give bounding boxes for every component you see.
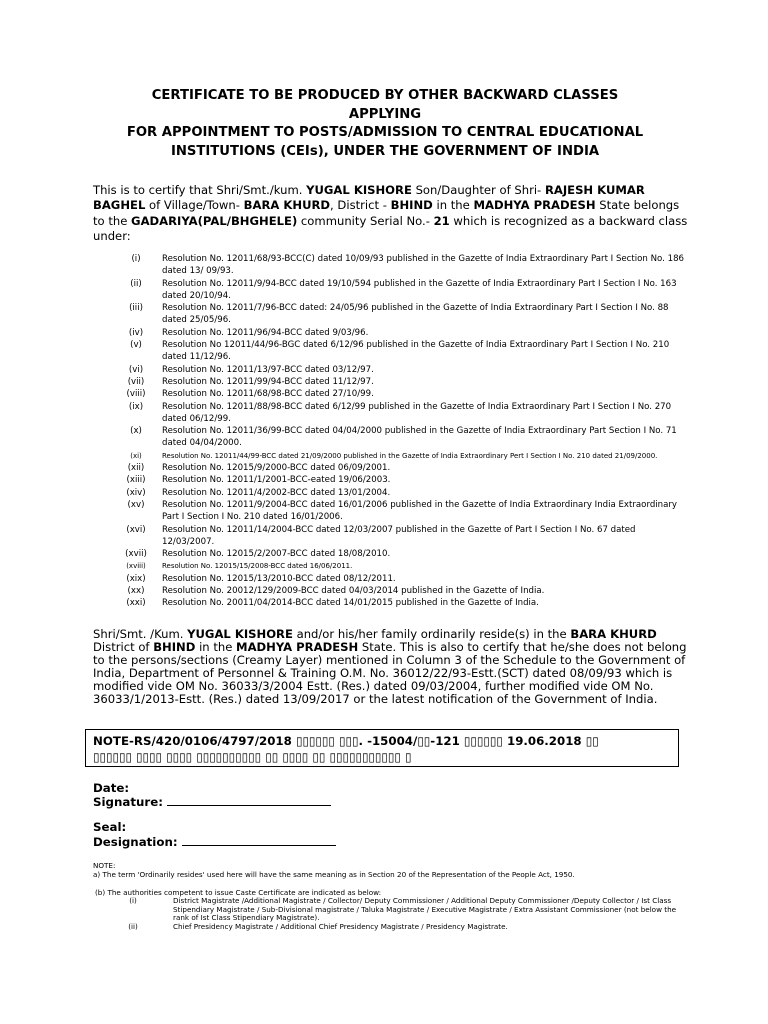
authority-text: District Magistrate /Additional Magistrate / Collector/ Deputy Commissioner / Additional Deputy Commissioner /Deputy Collector / Ist Class Stipendiary Magistrate / Sub-Divisional magistrate / Taluka Magistrate / Executive Magistrate / Extra Assistant Commissioner (not below the rank of Ist Class Stipendiary Magistrate). [173, 896, 677, 923]
resolution-number: (xix) [126, 573, 146, 584]
resolution-item [110, 278, 690, 303]
footnote-authority-list [93, 897, 693, 931]
resolution-item [110, 376, 690, 388]
intro-text: , District - [330, 198, 391, 213]
resolution-number: (vii) [127, 376, 145, 387]
resolution-item [110, 573, 690, 585]
resolution-number: (viii) [126, 389, 146, 400]
date-label: Date: [93, 781, 130, 795]
title-line-1: CERTIFICATE TO BE PRODUCED BY OTHER BACKWARD CLASSES [151, 88, 619, 103]
resolution-text: Resolution No. 12011/36/99-BCC dated 04/04/2000 published in the Gazette of India Extraordinary Part Section I No. 71 dated 04/04/2000. [162, 426, 677, 449]
applicant-name: YUGAL KISHORE [306, 183, 412, 197]
resolution-text: Resolution No. 12015/2/2007-BCC dated 18/08/2010. [162, 549, 391, 560]
resolution-text: Resolution No. 12011/68/98-BCC dated 27/10/99. [162, 389, 374, 400]
footnote-note-label: NOTE: [93, 861, 116, 870]
resolution-item [110, 548, 690, 560]
resolution-text: Resolution No. 12011/1/2001-BCC-eated 19/06/2003. [162, 475, 391, 486]
para-text: and/or his/her family ordinarily reside(s) in the [292, 627, 571, 641]
intro-text: community Serial No.- [297, 213, 434, 228]
resolution-number: (i) [131, 254, 141, 264]
certificate-title [80, 87, 690, 161]
state-name: MADHYA PRADESH [236, 639, 359, 654]
authority-number: (ii) [128, 921, 138, 931]
resolution-text: Resolution No. 12011/44/99-BCC dated 21/09/2000 published in the Gazette of India Extraordinary Pert I Section I No. 210 dated 21/09/2000. [162, 451, 658, 460]
note-line-2: ▯▯▯▯▯▯ ▯▯▯▯ ▯▯▯▯ ▯▯▯▯▯▯▯▯▯▯ ▯▯ ▯▯▯▯ ▯▯ ▯▯▯▯▯▯▯▯▯▯▯ ▯ [93, 750, 412, 764]
resolution-number: (v) [130, 340, 142, 351]
resolution-number: (vi) [128, 364, 144, 375]
resolution-text: Resolution No. 12015/13/2010-BCC dated 08/12/2011. [162, 573, 396, 584]
designation-field [93, 835, 336, 849]
resolution-item [110, 474, 690, 486]
resolution-text: Resolution No. 20011/04/2014-BCC dated 14/01/2015 published in the Gazette of India. [162, 598, 539, 609]
village-name: BARA KHURD [570, 627, 657, 641]
resolution-number: (ii) [130, 278, 142, 289]
title-line-3: FOR APPOINTMENT TO POSTS/ADMISSION TO CENTRAL EDUCATIONAL [126, 125, 644, 140]
note-box [85, 729, 679, 767]
resolution-item [110, 425, 690, 450]
authority-item [93, 897, 693, 923]
resolution-text: Resolution No. 12011/14/2004-BCC dated 12/03/2007 published in the Gazette of Part I Section I No. 67 dated 12/03/2007. [162, 524, 636, 547]
resolution-text: Resolution No. 20012/129/2009-BCC dated 04/03/2014 published in the Gazette of India. [162, 586, 545, 597]
title-line-4: INSTITUTIONS (CEIs), UNDER THE GOVERNMENT OF INDIA [170, 143, 600, 159]
district-name: BHIND [390, 198, 433, 213]
resolution-text: Resolution No. 12015/9/2000-BCC dated 06/09/2001. [162, 463, 391, 474]
resolution-item [110, 499, 690, 524]
resolution-item [110, 253, 690, 278]
resolution-number: (xxi) [126, 598, 146, 609]
resolution-text: Resolution No. 12011/4/2002-BCC dated 13/01/2004. [162, 487, 391, 498]
resolution-item [110, 462, 690, 474]
resolution-number: (xviii) [126, 562, 146, 571]
resolution-number: (iii) [129, 303, 143, 314]
resolution-number: (xvii) [125, 549, 147, 560]
resolution-number: (xv) [127, 499, 145, 510]
resolution-text: Resolution No. 12011/96/94-BCC dated 9/03/96. [162, 327, 369, 338]
resolution-text: Resolution No. 12011/9/94-BCC dated 19/10/594 published in the Gazette of India Extraordinary Part I Section I No. 163 dated 20/10/94. [162, 278, 677, 301]
signature-line [167, 795, 331, 806]
resolution-text: Resolution No. 12011/99/94-BCC dated 11/12/97. [162, 376, 374, 387]
resolution-text: Resolution No. 12011/88/98-BCC dated 6/12/99 published in the Gazette of India Extraordinary Part I Section I No. 270 dated 06/12/99. [162, 401, 672, 424]
seal-label: Seal: [93, 820, 127, 834]
signature-label: Signature: [93, 795, 168, 809]
title-line-2: APPLYING [348, 106, 422, 122]
resolution-number: (x) [130, 426, 142, 437]
resolution-number: (xiii) [126, 475, 146, 486]
intro-text: State belongs to the [93, 198, 680, 228]
resolution-number: (xvi) [126, 524, 146, 535]
resolution-item [110, 364, 690, 376]
resolution-item [110, 302, 690, 327]
intro-text: in the [432, 198, 474, 213]
resolution-number: (iv) [128, 327, 144, 338]
resolution-text: Resolution No. 12011/13/97-BCC dated 03/12/97. [162, 364, 374, 375]
date-field [93, 781, 129, 795]
para-text: State. This is also to certify that he/she does not belong to the persons/sections (Creamy Layer) mentioned in Column 3 of the Schedule to the Government of India, Department of Personnel & Training O.M. No. 36012/22/93-Estt.(SCT) dated 08/09/93 which is modified vide OM No. 36033/3/2004 Estt. (Res.) dated 09/03/2004, further modified vide OM No. 36033/1/2013-Estt. (Res.) dated 13/09/2017 or the latest notification of the Government of India. [93, 639, 687, 706]
resolution-item [110, 450, 690, 462]
designation-label: Designation: [93, 835, 182, 849]
note-line-1: NOTE-RS/420/0106/4797/2018 ▯▯▯▯▯▯ ▯▯▯. -15004/▯▯-121 ▯▯▯▯▯▯ 19.06.2018 ▯▯ [93, 734, 599, 748]
para-text: in the [195, 639, 237, 654]
authority-item [93, 923, 693, 932]
footnote-a: a) The term 'Ordinarily resides' used here will have the same meaning as in Section 20 of the Representation of the People Act, 1950. [93, 870, 575, 879]
authority-number: (i) [129, 896, 137, 905]
resolution-list [110, 253, 690, 610]
residence-paragraph [93, 628, 693, 705]
resolution-number: (xiv) [126, 487, 146, 498]
resolution-item [110, 388, 690, 400]
resolution-item [110, 339, 690, 364]
para-text: District of [93, 639, 154, 654]
resolution-item [110, 401, 690, 426]
para-text: Shri/Smt. /Kum. [93, 627, 188, 641]
footnote-b: (b) The authorities competent to issue Caste Certificate are indicated as below: [95, 888, 382, 897]
resolution-text: Resolution No 12011/44/96-BGC dated 6/12/96 published in the Gazette of India Extraordinary Part I Section I No. 210 dated 11/12/96. [162, 340, 670, 363]
designation-line [182, 835, 336, 846]
resolution-item [110, 585, 690, 597]
intro-paragraph [93, 183, 693, 244]
intro-text: which is recognized as a backward class under: [93, 213, 688, 243]
village-name: BARA KHURD [243, 198, 331, 213]
resolution-text: Resolution No. 12011/7/96-BCC dated: 24/05/96 published in the Gazette of India Extraordinary Part I Section I No. 88 dated 25/05/96. [162, 303, 669, 326]
resolution-number: (xii) [127, 463, 145, 474]
intro-text: of Village/Town- [145, 198, 244, 213]
resolution-number: (ix) [128, 401, 144, 412]
serial-number: 21 [433, 213, 450, 228]
resolution-number: (xx) [127, 586, 145, 597]
resolution-number: (xi) [130, 451, 142, 460]
resolution-item [110, 560, 690, 572]
district-name: BHIND [153, 639, 196, 654]
resolution-item [110, 524, 690, 549]
applicant-name: YUGAL KISHORE [187, 627, 293, 641]
intro-text: This is to certify that Shri/Smt./kum. [93, 183, 307, 197]
resolution-text: Resolution No. 12011/68/93-BCC(C) dated 10/09/93 published in the Gazette of India Extraordinary Part I Section No. 186 dated 13/ 09/93. [162, 254, 685, 277]
resolution-item [110, 487, 690, 499]
resolution-item [110, 597, 690, 609]
resolution-text: Resolution No. 12015/15/2008-BCC dated 16/06/2011. [162, 562, 353, 571]
seal-field [93, 820, 126, 834]
father-name: RAJESH KUMAR BAGHEL [93, 183, 645, 213]
authority-text: Chief Presidency Magistrate / Additional Chief Presidency Magistrate / Presidency Magistrate. [173, 921, 508, 931]
resolution-text: Resolution No. 12011/9/2004-BCC dated 16/01/2006 published in the Gazette of India Extraordinary India Extraordinary Part I Section I No. 210 dated 16/01/2006. [162, 499, 677, 523]
signature-field [93, 795, 331, 809]
intro-text: Son/Daughter of Shri- [411, 183, 545, 197]
resolution-item [110, 327, 690, 339]
community-name: GADARIYA(PAL/BHGHELE) [131, 213, 298, 228]
state-name: MADHYA PRADESH [473, 198, 596, 213]
